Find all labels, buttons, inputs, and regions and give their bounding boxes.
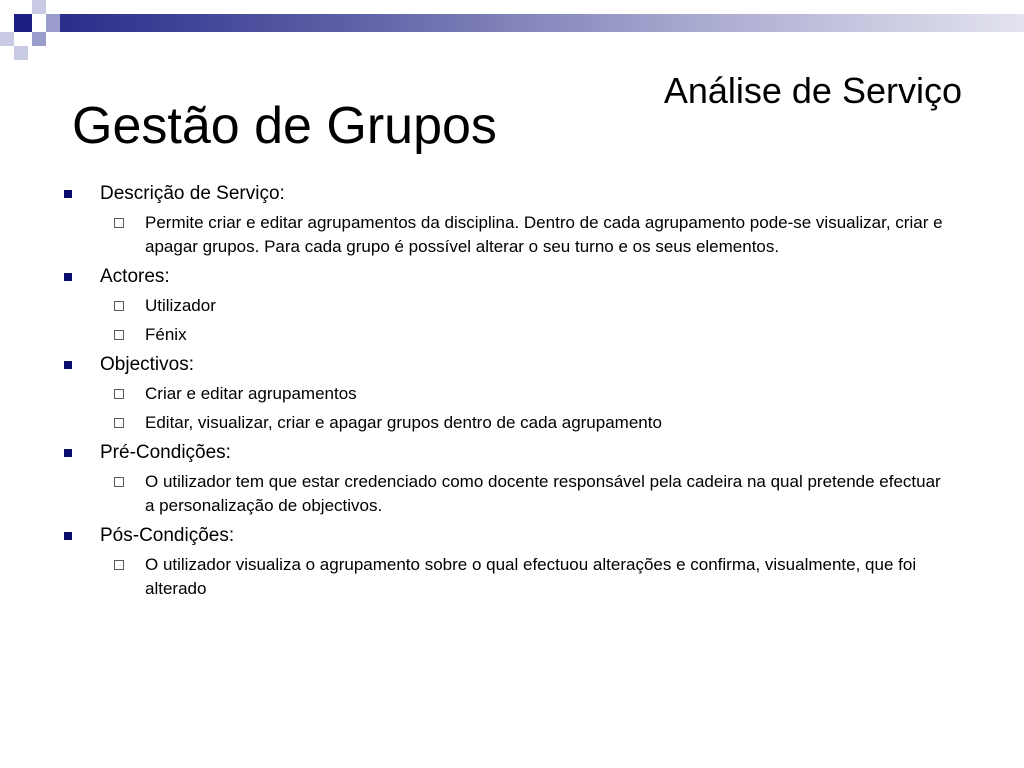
- heading-text: Pós-Condições:: [100, 525, 235, 546]
- decor-square: [14, 46, 28, 60]
- sub-bullet-text: Criar e editar agrupamentos: [145, 384, 357, 403]
- header-gradient-band: [60, 14, 1024, 32]
- square-bullet-icon: [64, 532, 72, 540]
- sub-bullet: [60, 211, 945, 259]
- hollow-square-bullet-icon: [114, 477, 124, 487]
- sub-bullet-text: Fénix: [145, 325, 187, 344]
- decor-square: [32, 0, 46, 14]
- hollow-square-bullet-icon: [114, 301, 124, 311]
- bullet-list: [60, 182, 960, 601]
- decor-square: [14, 14, 32, 32]
- square-bullet-icon: [64, 273, 72, 281]
- heading-text: Pré-Condições:: [100, 442, 231, 463]
- decor-square: [46, 14, 60, 32]
- bullet-heading: [60, 265, 960, 289]
- slide-title: Gestão de Grupos: [72, 97, 497, 155]
- sub-bullet-text: Editar, visualizar, criar e apagar grupos dentro de cada agrupamento: [145, 413, 662, 432]
- hollow-square-bullet-icon: [114, 418, 124, 428]
- square-bullet-icon: [64, 449, 72, 457]
- sub-bullet-text: Permite criar e editar agrupamentos da disciplina. Dentro de cada agrupamento pode-se visualizar, criar e apagar grupos. Para cada grupo é possível alterar o seu turno e os seus elementos.: [145, 213, 943, 256]
- sub-bullet-text: Utilizador: [145, 296, 216, 315]
- bullet-heading: [60, 524, 960, 548]
- square-bullet-icon: [64, 361, 72, 369]
- sub-bullet: [60, 553, 945, 601]
- sub-bullet: [60, 294, 945, 318]
- decor-square: [0, 32, 14, 46]
- sub-bullet-text: O utilizador visualiza o agrupamento sobre o qual efectuou alterações e confirma, visualmente, que foi alterado: [145, 555, 917, 598]
- square-bullet-icon: [64, 190, 72, 198]
- sub-bullet: [60, 382, 945, 406]
- slide-subtitle: Análise de Serviço: [663, 70, 962, 111]
- decor-square: [32, 32, 46, 46]
- heading-text: Actores:: [100, 266, 170, 287]
- hollow-square-bullet-icon: [114, 330, 124, 340]
- heading-text: Objectivos:: [100, 354, 194, 375]
- bullet-heading: [60, 441, 960, 465]
- sub-bullet: [60, 323, 945, 347]
- sub-bullet: [60, 411, 945, 435]
- hollow-square-bullet-icon: [114, 560, 124, 570]
- sub-bullet: [60, 470, 945, 518]
- bullet-heading: [60, 353, 960, 377]
- hollow-square-bullet-icon: [114, 218, 124, 228]
- sub-bullet-text: O utilizador tem que estar credenciado como docente responsável pela cadeira na qual pretende efectuar a personalização de objectivos.: [145, 472, 941, 515]
- hollow-square-bullet-icon: [114, 389, 124, 399]
- bullet-heading: [60, 182, 960, 206]
- heading-text: Descrição de Serviço:: [100, 183, 285, 204]
